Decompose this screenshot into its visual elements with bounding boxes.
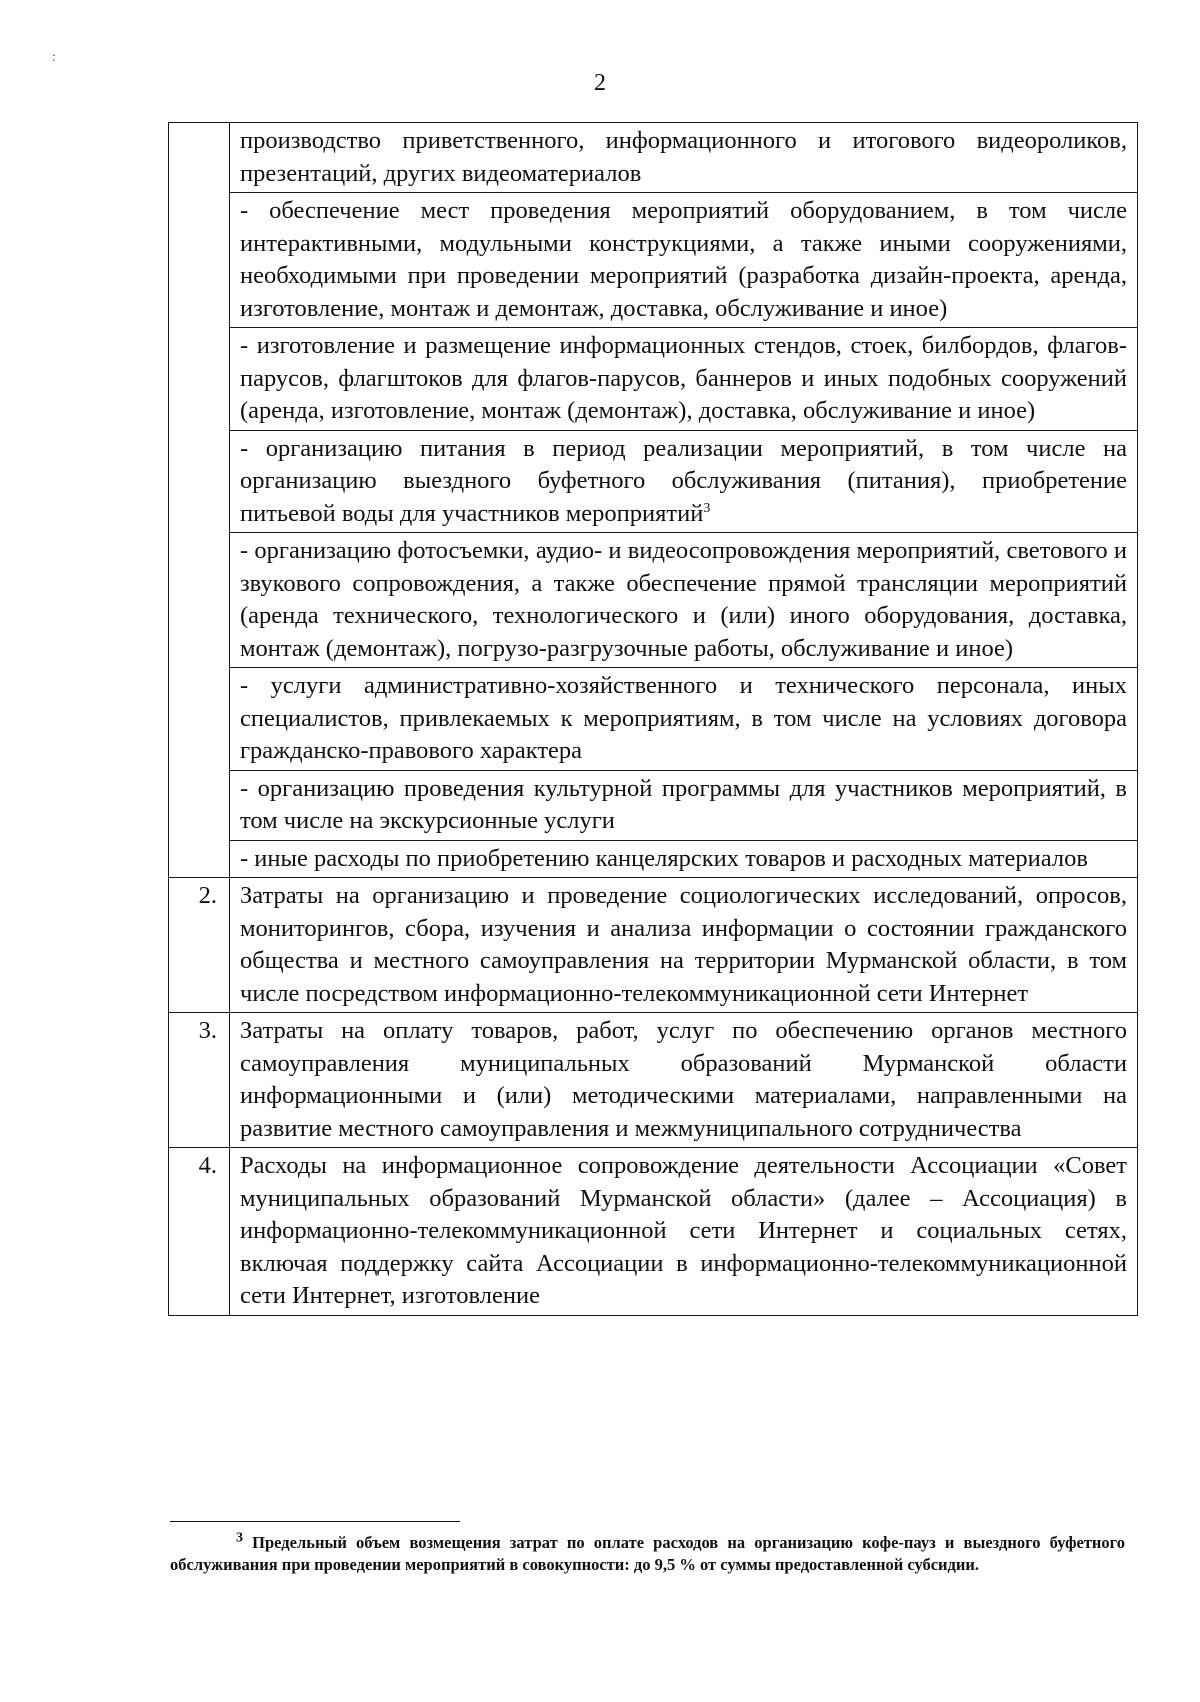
footnote xyxy=(170,1532,1125,1576)
row-text-cell xyxy=(230,123,1138,193)
row-text: - организацию проведения культурной программы для участников мероприятий, в том числе на экскурсионные услуги xyxy=(240,774,1127,834)
row-number: 4. xyxy=(169,1148,230,1316)
row-number xyxy=(169,328,230,431)
row-text: - организацию питания в период реализации мероприятий, в том числе на организацию выездного буфетного обслуживания (питания), приобретение питьевой воды для участников мероприятий xyxy=(240,434,1127,527)
row-number xyxy=(169,668,230,771)
row-text: Затраты на организацию и проведение социологических исследований, опросов, мониторингов, сбора, изучения и анализа информации о состоянии гражданского общества и местного самоуправления на территории Мурманской области, в том числе посредством информационно-телекоммуникационной сети Интернет xyxy=(240,882,1127,1007)
table-row xyxy=(169,328,1138,431)
table-row xyxy=(169,533,1138,668)
row-text: - услуги административно-хозяйственного и технического персонала, иных специалистов, привлекаемых к мероприятиям, в том числе на условиях договора гражданско-правового характера xyxy=(240,672,1127,764)
row-text-cell xyxy=(230,878,1138,1013)
row-text: - обеспечение мест проведения мероприятий оборудованием, в том числе интерактивными, модульными конструкциями, а также иными сооружениями, необходимыми при проведении мероприятий (разработка дизайн-проекта, аренда, изготовление, монтаж и демонтаж, доставка, обслуживание и иное) xyxy=(240,197,1127,322)
row-text-cell xyxy=(230,533,1138,668)
table-row xyxy=(169,878,1138,1013)
table-row xyxy=(169,1013,1138,1148)
row-number xyxy=(169,770,230,840)
expense-table-body xyxy=(169,123,1138,1316)
row-number xyxy=(169,533,230,668)
row-text: - иные расходы по приобретению канцелярских товаров и расходных материалов xyxy=(240,844,1088,872)
footnote-reference: 3 xyxy=(703,500,711,516)
expense-table xyxy=(168,122,1138,1316)
row-text-cell xyxy=(230,1148,1138,1316)
row-number xyxy=(169,840,230,878)
scan-artifact: : xyxy=(52,50,56,65)
table-row xyxy=(169,668,1138,771)
row-number xyxy=(169,123,230,193)
row-text-cell xyxy=(230,328,1138,431)
row-text: - организацию фотосъемки, аудио- и видеосопровождения мероприятий, светового и звукового сопровождения, а также обеспечение прямой трансляции мероприятий (аренда технического, технологического и (или) иного оборудования, доставка, монтаж (демонтаж), погрузо-разгрузочные работы, обслуживание и иное) xyxy=(240,537,1127,662)
table-row xyxy=(169,430,1138,533)
row-text: - изготовление и размещение информационных стендов, стоек, билбордов, флагов-парусов, флагштоков для флагов-парусов, баннеров и иных подобных сооружений (аренда, изготовление, монтаж (демонтаж), доставка, обслуживание и иное) xyxy=(240,332,1127,424)
row-text-cell xyxy=(230,193,1138,328)
row-text-cell xyxy=(230,430,1138,533)
table-row xyxy=(169,1148,1138,1316)
row-text-cell xyxy=(230,668,1138,771)
footnote-marker: 3 xyxy=(236,1530,243,1546)
row-text: Затраты на оплату товаров, работ, услуг по обеспечению органов местного самоуправления муниципальных образований Мурманской области информационными и (или) методическими материалами, направленными на развитие местного самоуправления и межмуниципального сотрудничества xyxy=(240,1017,1127,1142)
row-text-cell xyxy=(230,840,1138,878)
row-text-cell xyxy=(230,1013,1138,1148)
row-number xyxy=(169,193,230,328)
table-row xyxy=(169,840,1138,878)
footnote-text: Предельный объем возмещения затрат по оплате расходов на организацию кофе-пауз и выездного буфетного обслуживания при проведении мероприятий в совокупности: до 9,5 % от суммы предоставленной субсидии. xyxy=(170,1533,1125,1574)
row-number: 2. xyxy=(169,878,230,1013)
page-number: 2 xyxy=(594,70,606,96)
footnote-separator xyxy=(170,1521,460,1522)
table-row xyxy=(169,123,1138,193)
row-number xyxy=(169,430,230,533)
table-row xyxy=(169,193,1138,328)
table-row xyxy=(169,770,1138,840)
row-number: 3. xyxy=(169,1013,230,1148)
row-text: производство приветственного, информационного и итогового видеороликов, презентаций, других видеоматериалов xyxy=(240,127,1127,187)
row-text: Расходы на информационное сопровождение деятельности Ассоциации «Совет муниципальных образований Мурманской области» (далее – Ассоциация) в информационно-телекоммуникационной сети Интернет и социальных сетях, включая поддержку сайта Ассоциации в информационно-телекоммуникационной сети Интернет, изготовление xyxy=(240,1152,1127,1309)
row-text-cell xyxy=(230,770,1138,840)
